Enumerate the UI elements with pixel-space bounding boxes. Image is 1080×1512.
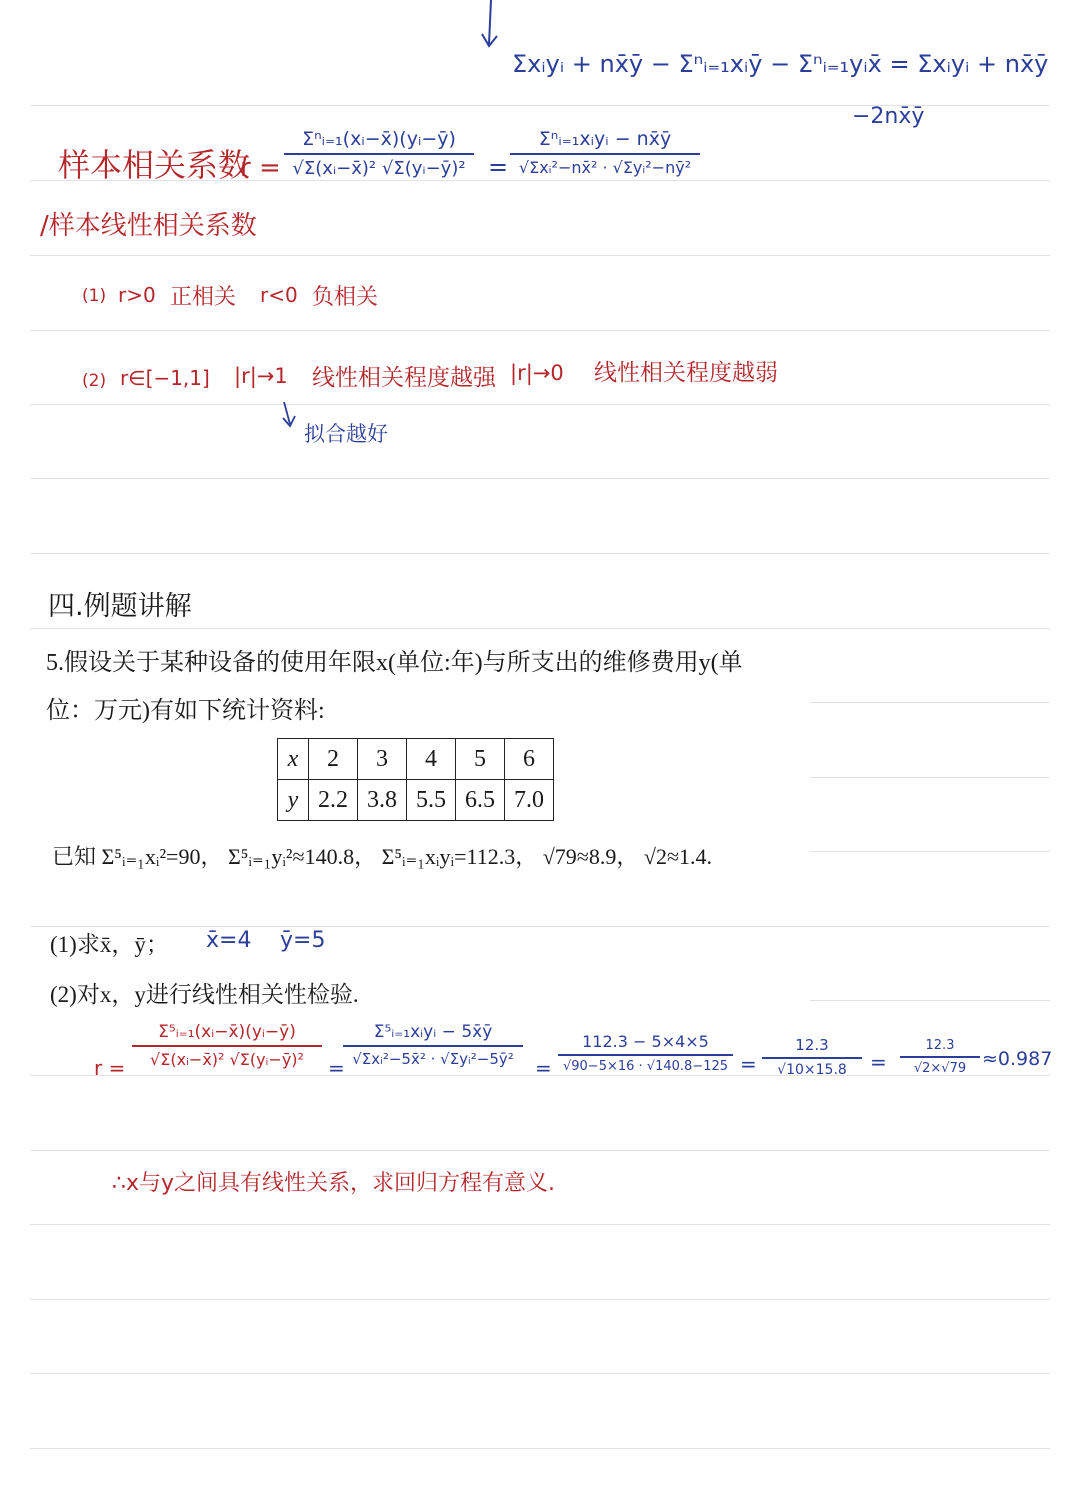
down-arrow-icon: [280, 400, 300, 430]
r-label: r =: [240, 153, 281, 183]
ruled-line: [30, 1299, 1050, 1300]
definition-fraction-1: [284, 128, 474, 179]
solution-r-label: r =: [94, 1056, 126, 1080]
ruled-line: [30, 404, 1050, 405]
property-2-strong-text: 线性相关程度越强: [312, 365, 496, 391]
expansion-continuation: −2nx̄ȳ: [852, 104, 925, 129]
ruled-line: [30, 1448, 1050, 1449]
question-1: (1)求x̄，ȳ；: [50, 932, 169, 957]
property-1-negative-condition: r<0: [260, 283, 298, 307]
table-cell: 4: [407, 739, 456, 780]
solution-fraction-3: [558, 1032, 733, 1074]
fraction-denominator: √Σxᵢ²−5x̄² · √Σyᵢ²−5ȳ²: [352, 1049, 514, 1068]
property-1-number: (1): [82, 286, 107, 306]
ruled-line: [810, 1000, 1050, 1001]
fit-text: 拟合越好: [304, 422, 388, 446]
table-header-x: x: [278, 739, 309, 780]
fraction-numerator: Σⁿᵢ₌₁(xᵢ−x̄)(yᵢ−ȳ): [302, 128, 456, 150]
ruled-line: [30, 255, 1050, 256]
table-cell: 3: [358, 739, 407, 780]
problem-line-1: 5.假设关于某种设备的使用年限x(单位:年)与所支出的维修费用y(单: [46, 650, 743, 676]
fraction-denominator: √Σ(xᵢ−x̄)² √Σ(yᵢ−ȳ)²: [150, 1049, 304, 1069]
equals-sign: =: [870, 1050, 887, 1074]
expansion-equation: Σxᵢyᵢ + nx̄ȳ − Σⁿᵢ₌₁xᵢȳ − Σⁿᵢ₌₁yᵢx̄ = Σxᵢyᵢ + nx̄ȳ: [512, 50, 1049, 78]
fraction-numerator: Σ⁵ᵢ₌₁(xᵢ−x̄)(yᵢ−ȳ): [158, 1022, 296, 1042]
table-cell: 3.8: [358, 780, 407, 821]
ruled-line: [30, 478, 1050, 479]
fraction-denominator: √10×15.8: [777, 1061, 847, 1078]
table-row: [278, 780, 554, 821]
property-2-weak-condition: |r|→0: [510, 361, 564, 385]
definition-fraction-2: [510, 128, 700, 177]
ruled-line: [30, 1373, 1050, 1374]
down-arrow-icon: [478, 0, 502, 52]
property-2-weak-text: 线性相关程度越弱: [594, 360, 778, 386]
fraction-numerator: 12.3: [795, 1036, 829, 1054]
ruled-line: [30, 553, 1050, 554]
table-cell: 6: [505, 739, 554, 780]
section-title: 四.例题讲解: [48, 591, 192, 622]
fraction-numerator: 112.3 − 5×4×5: [582, 1032, 709, 1051]
fraction-numerator: Σ⁵ᵢ₌₁xᵢyᵢ − 5x̄ȳ: [373, 1022, 493, 1042]
table-cell: 7.0: [505, 780, 554, 821]
ruled-line: [810, 777, 1050, 778]
property-1-positive-text: 正相关: [170, 285, 237, 310]
ruled-line: [30, 1224, 1050, 1225]
fraction-numerator: 12.3: [925, 1038, 955, 1053]
property-2-number: (2): [82, 371, 107, 391]
given-conditions: 已知 Σ⁵ᵢ₌₁xᵢ²=90， Σ⁵ᵢ₌₁yᵢ²≈140.8， Σ⁵ᵢ₌₁xᵢyᵢ=112.3， √79≈8.9， √2≈1.4.: [52, 844, 713, 869]
table-cell: 5.5: [407, 780, 456, 821]
equals-sign: =: [535, 1056, 552, 1080]
solution-fraction-2: [343, 1022, 523, 1068]
property-1-negative-text: 负相关: [312, 285, 379, 310]
table-header-y: y: [278, 780, 309, 821]
property-2-strong-condition: |r|→1: [234, 364, 288, 388]
solution-fraction-5: [900, 1038, 980, 1076]
ruled-line: [30, 628, 1050, 629]
equals-sign: =: [740, 1052, 757, 1076]
solution-fraction-1: [132, 1022, 322, 1069]
definition-title: 样本相关系数: [58, 146, 251, 184]
fraction-denominator: √90−5×16 · √140.8−125: [562, 1058, 729, 1074]
ruled-line: [30, 926, 1050, 927]
question-1-answer-y: ȳ=5: [280, 928, 326, 953]
property-2-range: r∈[−1,1]: [120, 366, 210, 390]
question-2: (2)对x，y进行线性相关性检验.: [50, 982, 359, 1007]
fraction-denominator: √2×√79: [913, 1060, 967, 1076]
table-cell: 2: [309, 739, 358, 780]
equals-sign: =: [488, 153, 509, 181]
problem-line-2: 位：万元)有如下统计资料:: [46, 698, 325, 724]
definition-subtitle: /样本线性相关系数: [40, 211, 257, 241]
fraction-denominator: √Σxᵢ²−nx̄² · √Σyᵢ²−nȳ²: [518, 157, 692, 177]
ruled-line: [30, 1150, 1050, 1151]
solution-fraction-4: [762, 1036, 862, 1078]
fraction-denominator: √Σ(xᵢ−x̄)² √Σ(yᵢ−ȳ)²: [292, 157, 466, 179]
statistics-table: [277, 738, 554, 821]
table-row: [278, 739, 554, 780]
ruled-line: [30, 330, 1050, 331]
property-1-positive-condition: r>0: [118, 283, 156, 307]
table-cell: 6.5: [456, 780, 505, 821]
question-1-answer-x: x̄=4: [206, 928, 252, 953]
solution-conclusion: ∴x与y之间具有线性关系，求回归方程有意义.: [112, 1171, 556, 1196]
table-cell: 5: [456, 739, 505, 780]
table-cell: 2.2: [309, 780, 358, 821]
solution-result: ≈0.987: [982, 1048, 1053, 1070]
equals-sign: =: [328, 1056, 345, 1080]
fraction-numerator: Σⁿᵢ₌₁xᵢyᵢ − nx̄ȳ: [538, 128, 672, 150]
ruled-line: [810, 702, 1050, 703]
ruled-line: [810, 851, 1050, 852]
